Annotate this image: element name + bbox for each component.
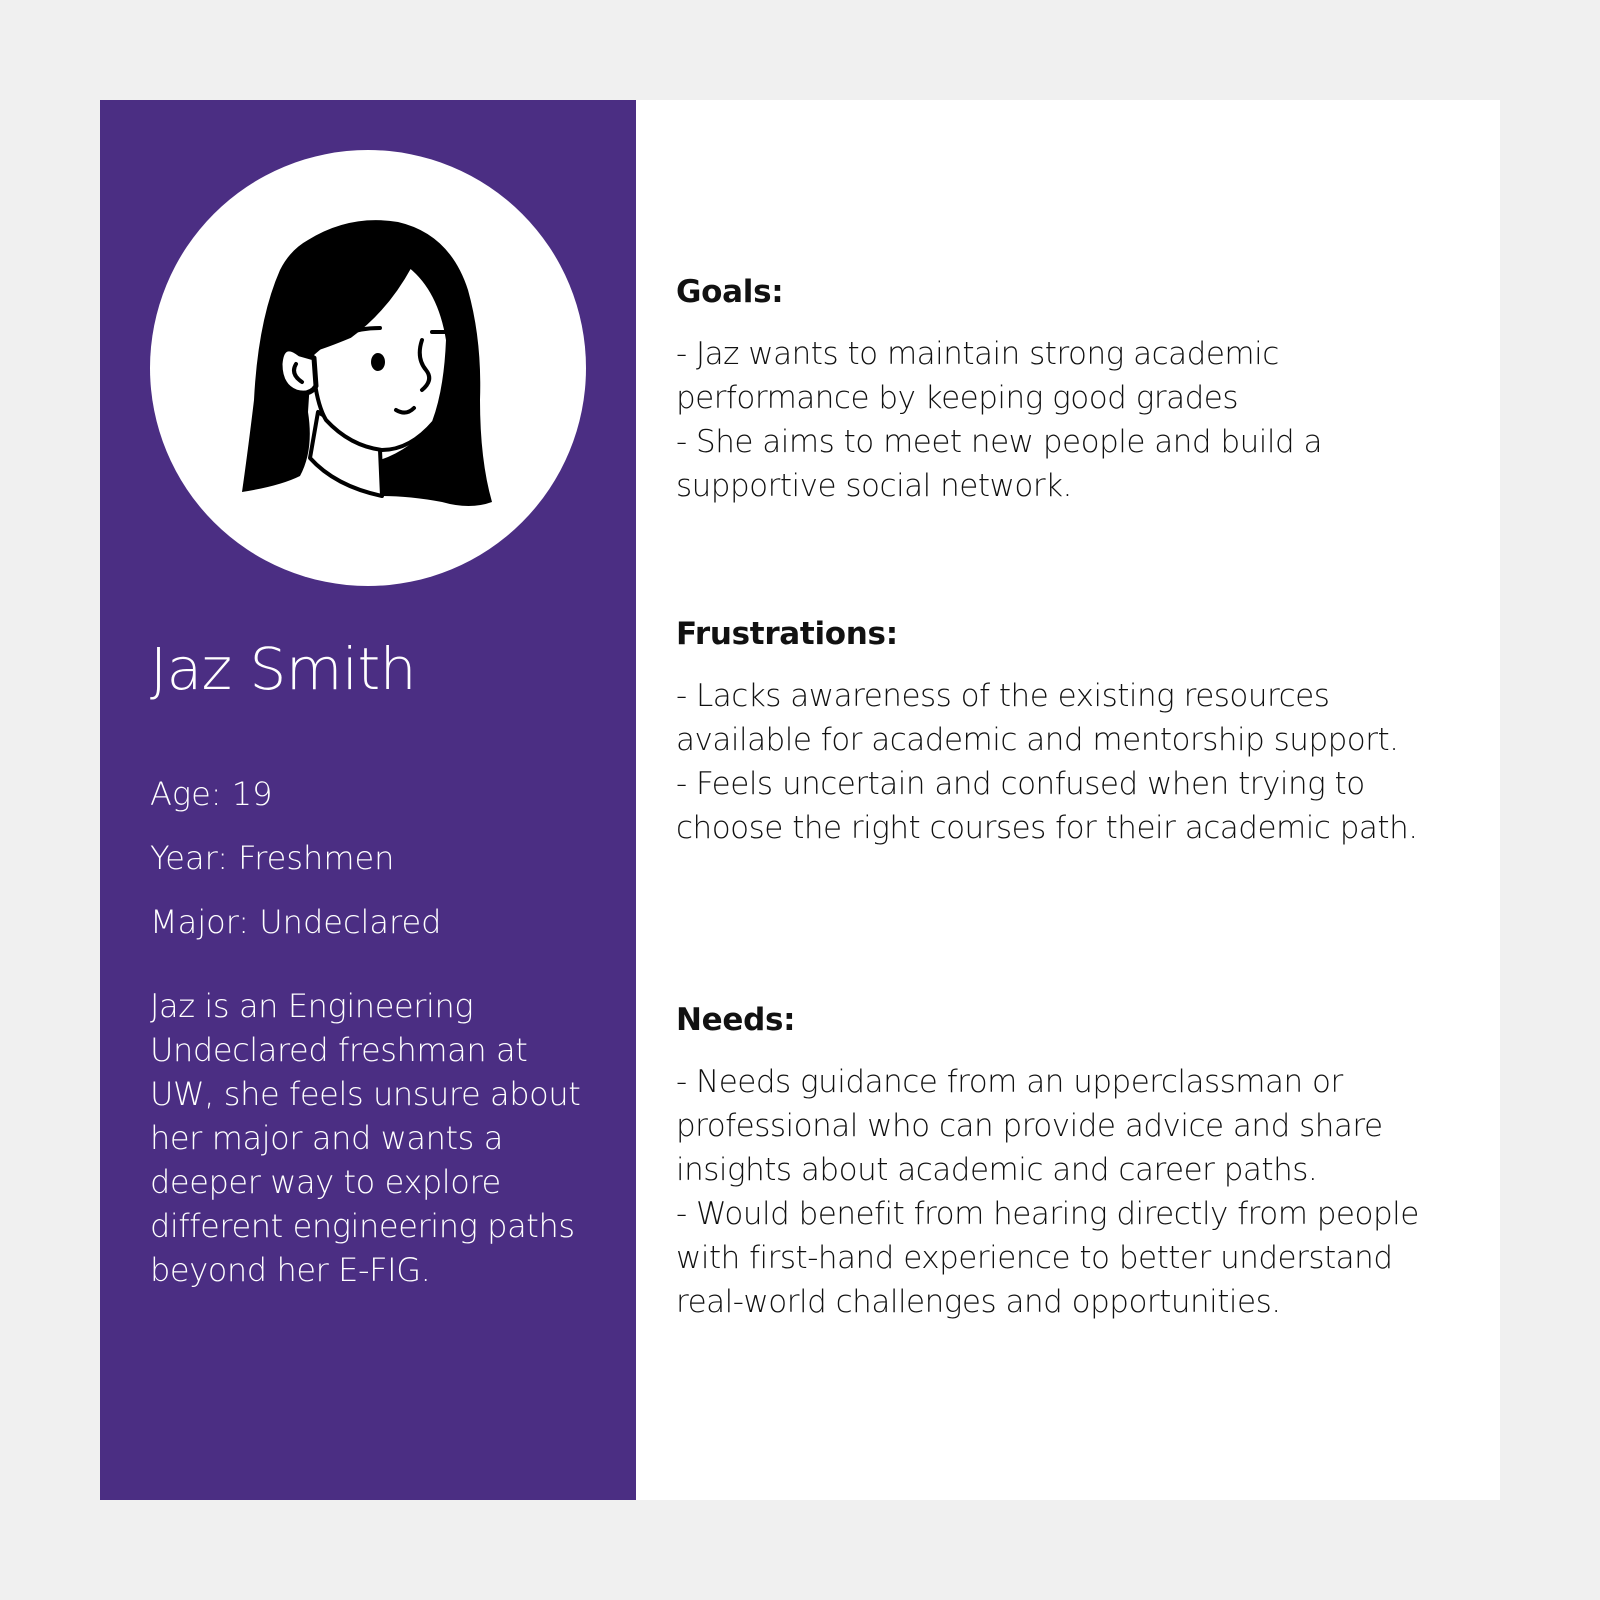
woman-portrait-icon [150, 150, 586, 586]
needs-title: Needs: [676, 1002, 796, 1038]
persona-age: Age: 19 [150, 775, 273, 813]
frustrations-item: - Lacks awareness of the existing resources available for academic and mentorship support. [676, 678, 1399, 758]
needs-item: - Would benefit from hearing directly from people with first-hand experience to better understand real-world challenges and opportunities. [676, 1196, 1419, 1320]
persona-facts [150, 762, 441, 954]
persona-year: Year: Freshmen [150, 839, 395, 877]
persona-profile-panel [100, 100, 636, 1500]
needs-item: - Needs guidance from an upperclassman or professional who can provide advice and share insights about academic and career paths. [676, 1064, 1383, 1188]
goals-section [676, 270, 1456, 508]
goals-item: - She aims to meet new people and build a supportive social network. [676, 424, 1323, 504]
frustrations-section [676, 612, 1456, 850]
persona-details-panel [636, 100, 1500, 1500]
frustrations-item: - Feels uncertain and confused when trying to choose the right courses for their academic path. [676, 766, 1418, 846]
goals-title: Goals: [676, 274, 784, 310]
frustrations-title: Frustrations: [676, 616, 898, 652]
persona-bio: Jaz is an Engineering Undeclared freshman at UW, she feels unsure about her major and wants a deeper way to explore different engineering paths beyond her E-FIG. [150, 987, 581, 1289]
avatar [150, 150, 586, 586]
goals-item: - Jaz wants to maintain strong academic performance by keeping good grades [676, 336, 1279, 416]
frustrations-list [676, 674, 1456, 850]
needs-section [676, 998, 1456, 1324]
goals-list [676, 332, 1456, 508]
persona-card [100, 100, 1500, 1500]
persona-major: Major: Undeclared [150, 903, 442, 941]
needs-list [676, 1060, 1456, 1324]
persona-name: Jaz Smith [150, 635, 416, 703]
